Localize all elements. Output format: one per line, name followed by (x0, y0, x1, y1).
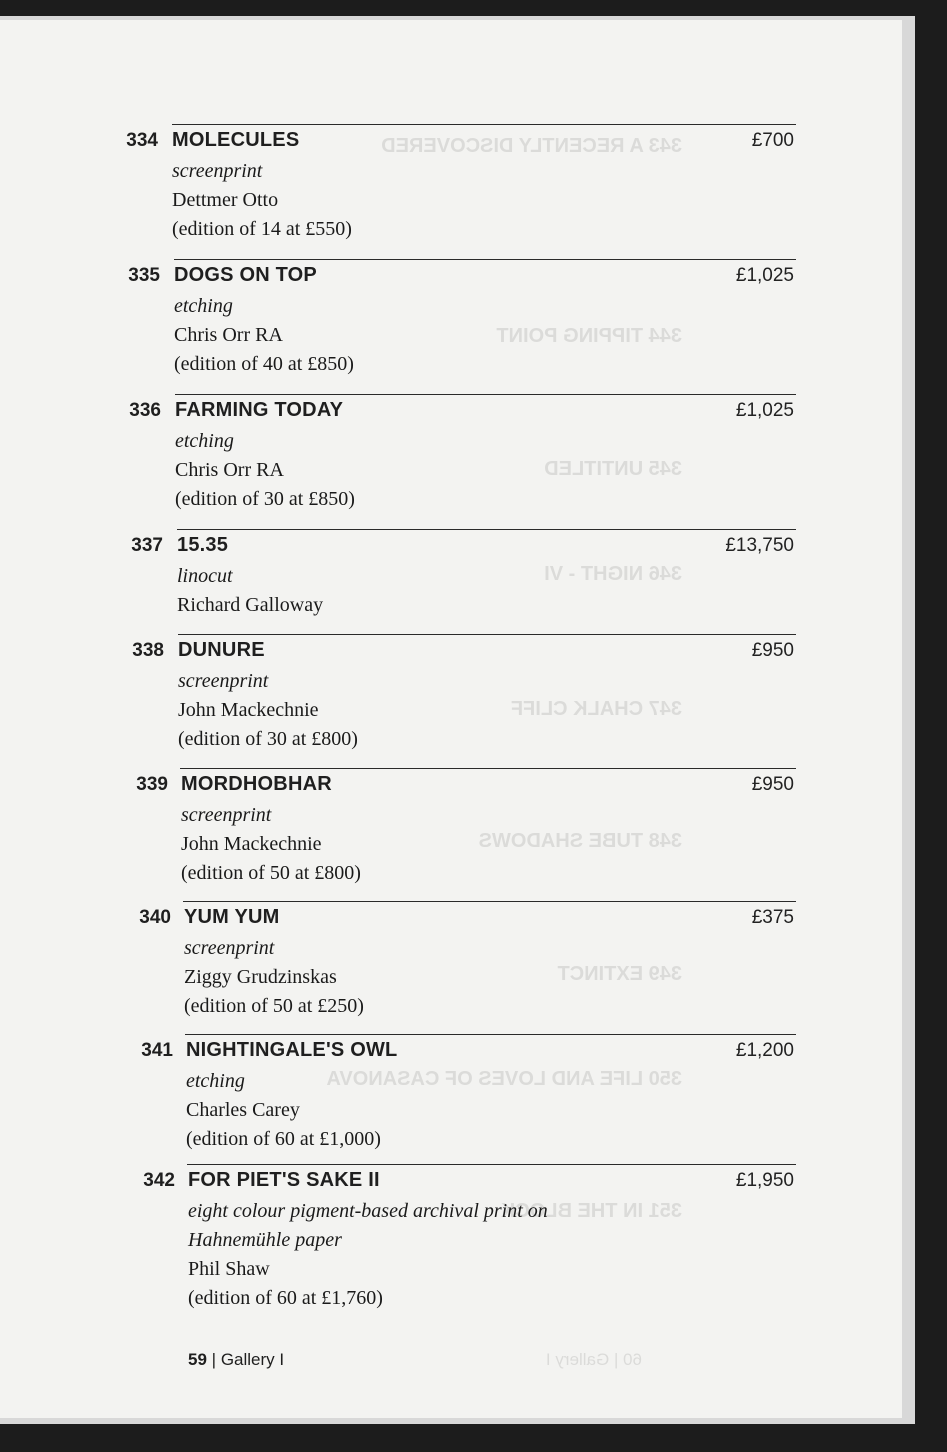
lot-edition: (edition of 30 at £850) (175, 488, 355, 510)
lot-number: 337 (131, 535, 163, 556)
bleed-line: 351 IN THE BLOCK (500, 1200, 682, 1222)
lot-medium: screenprint (178, 670, 269, 692)
section-name: Gallery I (220, 1350, 285, 1369)
lot-edition: (edition of 14 at £550) (172, 218, 352, 240)
bleed-line: 345 UNTITLED (544, 458, 682, 480)
lot-artist: Phil Shaw (188, 1258, 270, 1280)
bleed-line: 350 LIFE AND LOVES OF CASANOVA (326, 1068, 682, 1090)
lot-edition: (edition of 30 at £800) (178, 728, 358, 750)
lot-price: £1,950 (735, 1170, 794, 1191)
lot-title: MORDHOBHAR (181, 773, 332, 795)
entry-rule (172, 124, 796, 125)
entry-rule (174, 259, 796, 260)
bleed-line: 347 CHALK CLIFF (510, 698, 682, 720)
lot-number: 339 (136, 774, 168, 795)
lot-number: 338 (132, 640, 164, 661)
lot-number: 336 (129, 400, 161, 421)
lot-number: 334 (126, 130, 158, 151)
lot-edition: (edition of 50 at £800) (181, 862, 361, 884)
lot-edition: (edition of 50 at £250) (184, 995, 364, 1017)
lot-artist: Richard Galloway (177, 594, 324, 616)
entry-rule (183, 901, 796, 902)
entry-rule (187, 1164, 796, 1165)
lot-artist: John Mackechnie (178, 699, 319, 721)
page-number: 59 (188, 1350, 207, 1369)
lot-medium: etching (186, 1070, 245, 1092)
lot-edition: (edition of 60 at £1,000) (186, 1128, 381, 1150)
lot-medium: screenprint (184, 937, 275, 959)
bleed-line: 344 TIPPING POINT (496, 325, 682, 347)
lot-price: £1,025 (735, 400, 794, 421)
page-footer (188, 1350, 284, 1370)
lot-medium: screenprint (172, 160, 263, 182)
lot-price: £950 (751, 774, 794, 795)
lot-artist: Ziggy Grudzinskas (184, 966, 337, 988)
catalogue-page (0, 20, 902, 1418)
lot-artist: Chris Orr RA (174, 324, 283, 346)
bleed-line: 349 EXTINCT (557, 963, 682, 985)
lot-price: £1,025 (735, 265, 794, 286)
lot-title: YUM YUM (184, 906, 280, 928)
entry-rule (177, 529, 796, 530)
footer-separator: | (211, 1350, 217, 1369)
lot-title: FOR PIET'S SAKE II (188, 1169, 380, 1191)
lot-price: £700 (751, 130, 794, 151)
lot-medium: eight colour pigment-based archival print on (188, 1200, 548, 1222)
lot-title: 15.35 (177, 534, 229, 556)
lot-artist: John Mackechnie (181, 833, 322, 855)
lot-artist: Charles Carey (186, 1099, 300, 1121)
lot-price: £1,200 (735, 1040, 794, 1061)
lot-medium: screenprint (181, 804, 272, 826)
bleed-line: 60 | Gallery I (545, 1350, 642, 1369)
entry-rule (180, 768, 796, 769)
lot-title: FARMING TODAY (175, 399, 344, 421)
bleed-line: 343 A RECENTLY DISCOVERED (381, 135, 682, 157)
bleed-line: 346 NIGHT - VI (544, 563, 682, 585)
lot-medium: etching (175, 430, 234, 452)
lot-artist: Chris Orr RA (175, 459, 284, 481)
lot-medium: etching (174, 295, 233, 317)
lot-number: 342 (143, 1170, 175, 1191)
lot-number: 341 (141, 1040, 173, 1061)
lot-edition: (edition of 60 at £1,760) (188, 1287, 383, 1309)
bleed-line: 348 TUBE SHADOWS (478, 830, 682, 852)
lot-price: £13,750 (725, 535, 794, 556)
entry-rule (175, 394, 796, 395)
lot-number: 335 (128, 265, 160, 286)
lot-title: MOLECULES (172, 129, 300, 151)
lot-artist: Dettmer Otto (172, 189, 279, 211)
lot-edition: (edition of 40 at £850) (174, 353, 354, 375)
lot-title: NIGHTINGALE'S OWL (186, 1039, 398, 1061)
lot-title: DOGS ON TOP (174, 264, 317, 286)
entry-rule (185, 1034, 796, 1035)
lot-title: DUNURE (178, 639, 265, 661)
lot-number: 340 (139, 907, 171, 928)
lot-price: £950 (751, 640, 794, 661)
entry-rule (178, 634, 796, 635)
lot-price: £375 (751, 907, 794, 928)
lot-medium-continued: Hahnemühle paper (188, 1229, 342, 1251)
lot-medium: linocut (177, 565, 233, 587)
